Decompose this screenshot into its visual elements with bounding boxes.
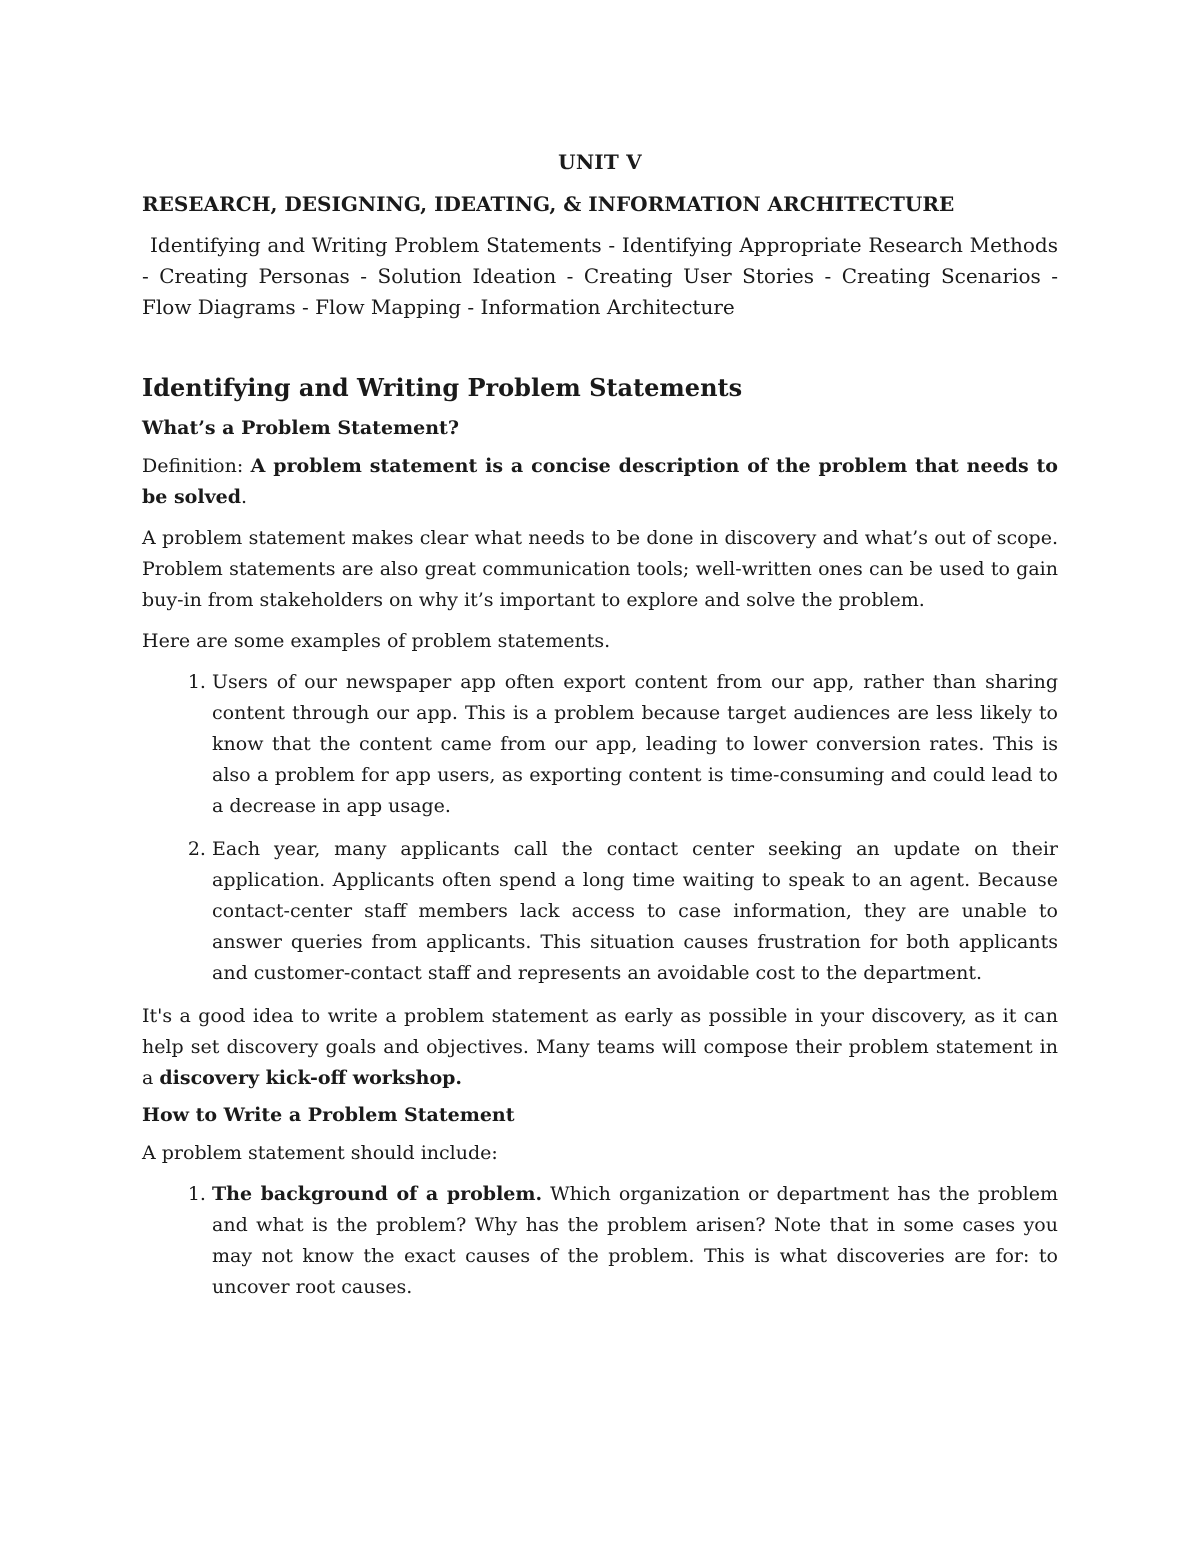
examples-list: [142, 667, 1058, 989]
list-item: 1. Users of our newspaper app often export content from our app, rather than sharing content through our app. This is a problem because target audiences are less likely to know that the content came from our app, leading to lower conversion rates. This is also a problem for app users, as exporting content is time-consuming and could lead to a decrease in app usage.: [212, 667, 1058, 822]
paragraph-text: It's a good idea to write a problem statement as early as possible in your discovery, as it can help set discovery goals and objectives. Many teams will compose their problem statement in a: [142, 1005, 1058, 1089]
item-lead: The background of a problem.: [212, 1183, 543, 1205]
list-item: [212, 1179, 1058, 1303]
how-to-heading: How to Write a Problem Statement: [142, 1104, 515, 1126]
item-text: Which organization or department has the problem and what is the problem? Why has the problem arisen? Note that in some cases you may not know the exact causes of the problem. This is what discoveries are for: to uncover root causes.: [212, 1183, 1058, 1298]
definition-text: A problem statement is a concise description of the problem that needs to be solved: [142, 455, 1058, 508]
workshop-term: discovery kick-off workshop.: [159, 1067, 463, 1089]
topics-list: Identifying and Writing Problem Statements - Identifying Appropriate Research Methods - Creating Personas - Solution Ideation - Creating User Stories - Creating Scenarios - Flow Diagrams - Flow Mapping - Information Architecture: [142, 233, 1058, 319]
definition-end: .: [241, 486, 248, 508]
subject-title: RESEARCH, DESIGNING, IDEATING, & INFORMATION ARCHITECTURE: [142, 192, 955, 216]
body-paragraph: [142, 1001, 1058, 1094]
definition-paragraph: [142, 451, 1058, 513]
question-heading: What’s a Problem Statement?: [142, 417, 459, 439]
definition-label: Definition:: [142, 455, 251, 477]
section-heading: Identifying and Writing Problem Statements: [142, 373, 743, 402]
body-paragraph: Here are some examples of problem statements.: [142, 630, 611, 652]
list-item: 2. Each year, many applicants call the contact center seeking an update on their application. Applicants often spend a long time waiting to speak to an agent. Because contact-center staff members lack access to case information, they are unable to answer queries from applicants. This situation causes frustration for both applicants and customer-contact staff and represents an avoidable cost to the department.: [212, 834, 1058, 989]
unit-title: UNIT V: [558, 150, 642, 174]
body-paragraph: A problem statement makes clear what needs to be done in discovery and what’s out of scope. Problem statements are also great communication tools; well-written ones can be used to gain buy-in from stakeholders on why it’s important to explore and solve the problem.: [142, 527, 1058, 611]
include-list: [142, 1179, 1058, 1303]
body-paragraph: A problem statement should include:: [142, 1142, 498, 1164]
